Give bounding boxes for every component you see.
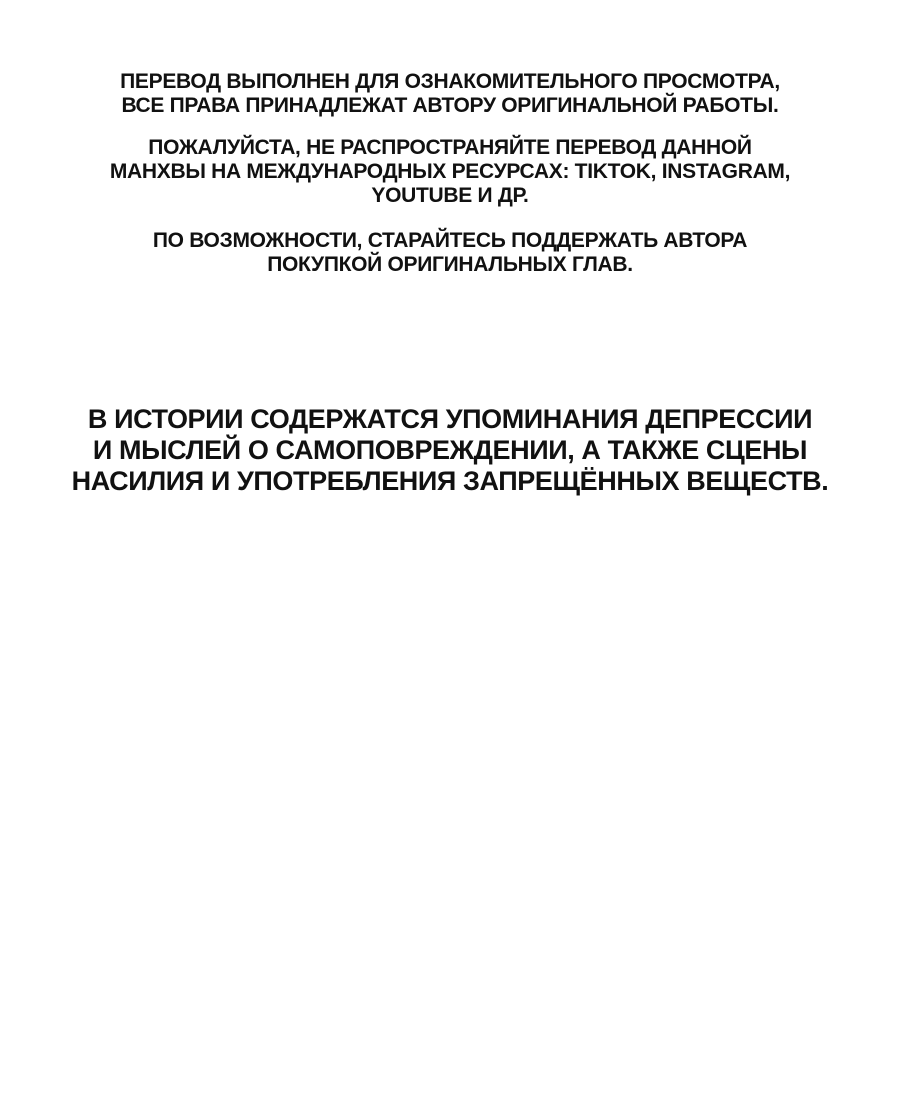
notice-line: ПО ВОЗМОЖНОСТИ, СТАРАЙТЕСЬ ПОДДЕРЖАТЬ АВТОРА [152, 229, 748, 252]
notice-line: ПОЖАЛУЙСТА, НЕ РАСПРОСТРАНЯЙТЕ ПЕРЕВОД ДАННОЙ [148, 136, 752, 159]
distribution-request-paragraph [0, 136, 900, 208]
content-warning [0, 404, 900, 497]
warning-line: И МЫСЛЕЙ О САМОПОВРЕЖДЕНИИ, А ТАКЖЕ СЦЕНЫ [92, 435, 808, 465]
notice-line: ПЕРЕВОД ВЫПОЛНЕН ДЛЯ ОЗНАКОМИТЕЛЬНОГО ПРОСМОТРА, [120, 70, 780, 93]
support-author-paragraph [0, 229, 900, 277]
notice-line: YOUTUBE И ДР. [371, 184, 529, 207]
notice-line: МАНХВЫ НА МЕЖДУНАРОДНЫХ РЕСУРСАХ: TIKTOK, INSTAGRAM, [109, 160, 791, 183]
warning-line: В ИСТОРИИ СОДЕРЖАТСЯ УПОМИНАНИЯ ДЕПРЕССИИ [87, 404, 813, 434]
notice-line: ВСЕ ПРАВА ПРИНАДЛЕЖАТ АВТОРУ ОРИГИНАЛЬНОЙ РАБОТЫ. [121, 94, 779, 117]
notice-line: ПОКУПКОЙ ОРИГИНАЛЬНЫХ ГЛАВ. [267, 253, 633, 276]
warning-line: НАСИЛИЯ И УПОТРЕБЛЕНИЯ ЗАПРЕЩЁННЫХ ВЕЩЕСТВ. [71, 466, 829, 496]
copyright-notice-paragraph [0, 70, 900, 118]
